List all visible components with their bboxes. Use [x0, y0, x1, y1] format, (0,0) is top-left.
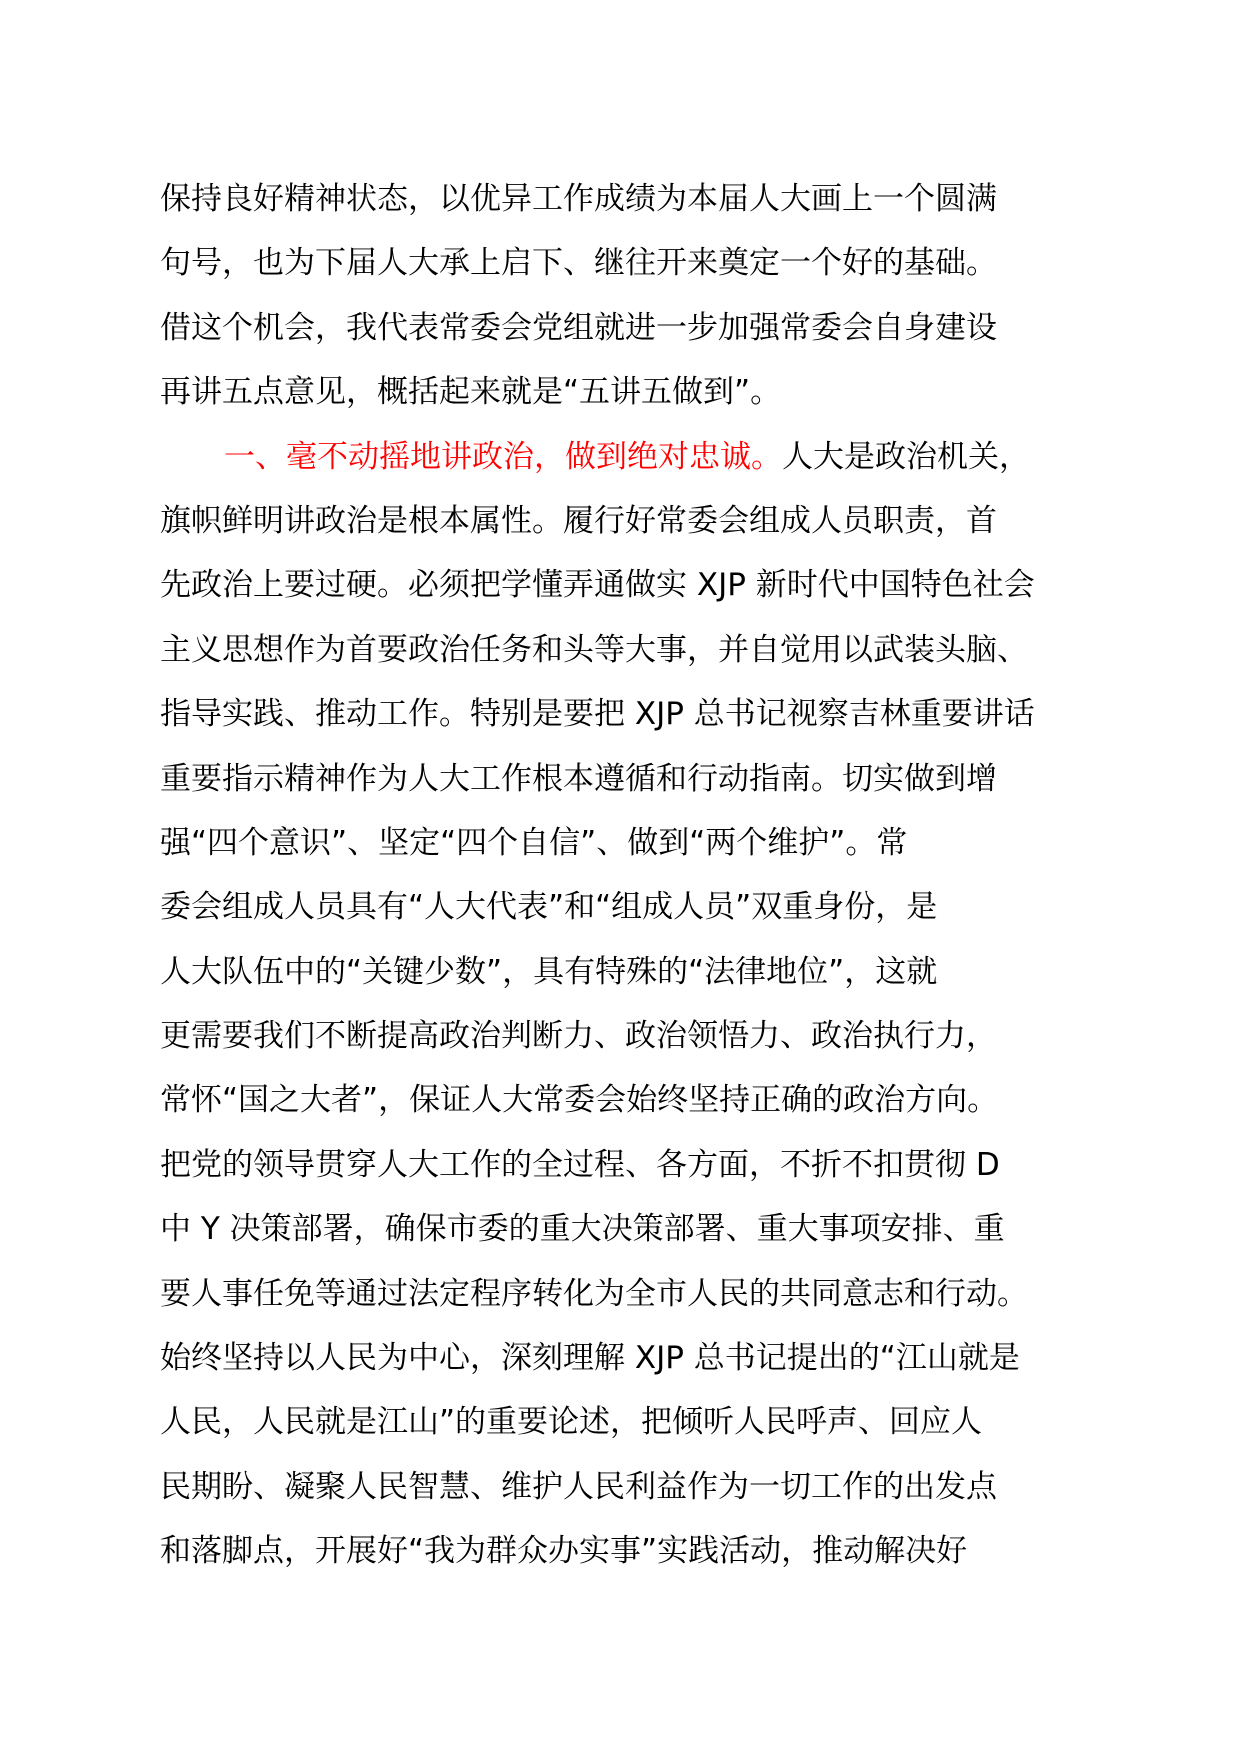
text-line: 重要指示精神作为人大工作根本遵循和行动指南。切实做到增	[160, 760, 997, 797]
text-line: 人民，人民就是江山”的重要论述，把倾听人民呼声、回应人	[160, 1404, 983, 1441]
text-line: 保持良好精神状态，以优异工作成绩为本届人大画上一个圆满	[160, 181, 997, 217]
text-line: 人大队伍中的“关键少数”，具有特殊的“法律地位”，这就	[160, 953, 938, 990]
text-line: 把党的领导贯穿人大工作的全过程、各方面，不折不扣贯彻 D	[160, 1146, 1000, 1183]
text-line: 借这个机会，我代表常委会党组就进一步加强常委会自身建设	[160, 309, 997, 346]
section-heading: 一、毫不动摇地讲政治，做到绝对忠诚。	[224, 438, 782, 475]
text-line: 主义思想作为首要政治任务和头等大事，并自觉用以武装头脑、	[160, 631, 1028, 668]
text-line-first	[160, 425, 1120, 489]
text-line: 和落脚点，开展好“我为群众办实事”实践活动，推动解决好	[160, 1533, 968, 1570]
text-line: 委会组成人员具有“人大代表”和“组成人员”双重身份，是	[160, 889, 938, 926]
text-line: 再讲五点意见，概括起来就是“五讲五做到”。	[160, 374, 782, 411]
paragraph-section-one	[160, 425, 1120, 1584]
text-line: 更需要我们不断提高政治判断力、政治领悟力、政治执行力，	[160, 1018, 997, 1055]
paragraph-intro	[160, 167, 1120, 425]
text-line: 民期盼、凝聚人民智慧、维护人民利益作为一切工作的出发点	[160, 1468, 997, 1505]
text-line: 强“四个意识”、坚定“四个自信”、做到“两个维护”。常	[160, 824, 908, 861]
text-line: 中 Y 决策部署，确保市委的重大决策部署、重大事项安排、重	[160, 1211, 1005, 1248]
text-line: 先政治上要过硬。必须把学懂弄通做实 XJP 新时代中国特色社会	[160, 567, 1035, 604]
text-line: 要人事任免等通过法定程序转化为全市人民的共同意志和行动。	[160, 1275, 1028, 1312]
text-line: 指导实践、推动工作。特别是要把 XJP 总书记视察吉林重要讲话	[160, 696, 1035, 733]
text-line: 始终坚持以人民为中心，深刻理解 XJP 总书记提出的“江山就是	[160, 1340, 1020, 1377]
text-line: 句号，也为下届人大承上启下、继往开来奠定一个好的基础。	[160, 245, 997, 282]
text-line: 常怀“国之大者”，保证人大常委会始终坚持正确的政治方向。	[160, 1082, 999, 1119]
heading-line-rest: 人大是政治机关，	[782, 438, 1030, 475]
text-line: 旗帜鲜明讲政治是根本属性。履行好常委会组成人员职责，首	[160, 502, 997, 539]
document-page	[160, 167, 1120, 1584]
